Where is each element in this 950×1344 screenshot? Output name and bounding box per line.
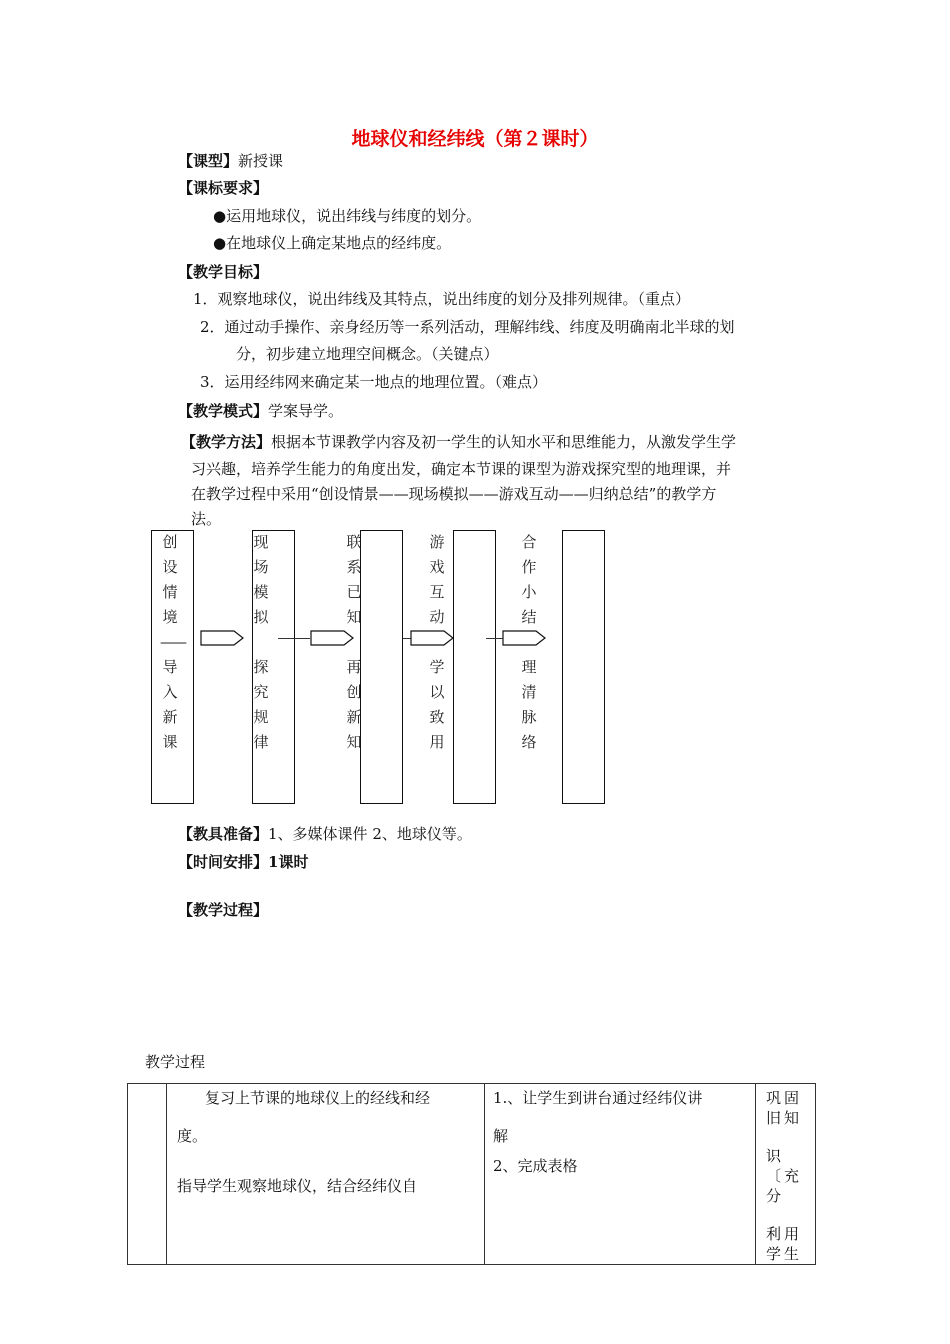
flow-step-3-top: 联 系 已 知 xyxy=(346,533,362,626)
objective-item-2-line-2: 分，初步建立地理空间概念。（关键点） xyxy=(236,345,499,363)
flow-box-3 xyxy=(360,530,403,804)
table-cell-index xyxy=(128,1084,167,1265)
flow-step-4-bottom: 学 以 致 用 xyxy=(429,658,445,751)
objective-item-3: 3．运用经纬网来确定某一地点的地理位置。（难点） xyxy=(200,373,548,391)
flow-arrow-icon-3 xyxy=(410,630,455,646)
table-cell-activity: 1.、让学生到讲台通过经纬仪讲 解 2、完成表格 xyxy=(485,1084,756,1265)
method-line-4: 法。 xyxy=(191,510,222,528)
flow-arrow-icon-4 xyxy=(502,630,547,646)
table-cell-content: 复习上节课的地球仪上的经线和经 度。 指导学生观察地球仪，结合经纬仪自 xyxy=(167,1084,485,1265)
mode-value: 学案导学。 xyxy=(268,402,344,420)
table-cell-intent: 巩固旧知 识〔充分 利用学生 xyxy=(756,1084,816,1265)
objective-item-2-line-1: 2．通过动手操作、亲身经历等一系列活动，理解纬线、纬度及明确南北半球的划 xyxy=(200,318,735,336)
flow-connector-2 xyxy=(278,638,310,639)
page-title: 地球仪和经纬线（第２课时） xyxy=(351,128,599,150)
flow-step-5-top: 合 作 小 结 xyxy=(521,533,537,626)
flow-step-5-bottom: 理 清 脉 络 xyxy=(521,658,537,751)
process-table xyxy=(127,1083,816,1265)
process-heading: 【教学过程】 xyxy=(178,901,269,919)
table-row xyxy=(128,1084,816,1265)
lesson-type-value: 新授课 xyxy=(238,152,284,170)
mode-label: 【教学模式】 xyxy=(178,402,269,420)
method-line-3: 在教学过程中采用“创设情景——现场模拟——游戏互动——归纳总结”的教学方 xyxy=(191,485,717,503)
flow-box-5 xyxy=(562,530,605,804)
flow-step-1-top: 创 设 情 境 —— xyxy=(160,533,184,651)
tools-row xyxy=(178,824,472,844)
time-row xyxy=(178,852,308,872)
method-line-2: 习兴趣，培养学生能力的角度出发，确定本节课的课型为游戏探究型的地理课，并 xyxy=(191,460,732,478)
objectives-label: 【教学目标】 xyxy=(178,263,269,281)
process-caption: 教学过程 xyxy=(145,1053,206,1071)
flow-step-2-bottom: 探 究 规 律 xyxy=(253,658,269,751)
requirements-label: 【课标要求】 xyxy=(178,179,269,197)
tools-label: 【教具准备】 xyxy=(178,825,269,843)
requirement-item-2: ●在地球仪上确定某地点的经纬度。 xyxy=(213,234,452,252)
flow-step-2-top: 现 场 模 拟 xyxy=(253,533,269,626)
lesson-type-row xyxy=(178,151,283,171)
objective-item-1: 1．观察地球仪，说出纬线及其特点，说出纬度的划分及排列规律。（重点） xyxy=(193,290,691,308)
flow-arrow-icon-1 xyxy=(200,630,245,646)
method-line-1: 【教学方法】根据本节课教学内容及初一学生的认知水平和思维能力，从激发学生学 xyxy=(181,433,737,451)
flow-box-4 xyxy=(453,530,496,804)
time-value: 1课时 xyxy=(268,853,309,871)
flow-arrow-icon-2 xyxy=(310,630,355,646)
flow-step-1-bottom: 导 入 新 课 xyxy=(162,658,178,751)
flow-connector-4 xyxy=(486,638,503,639)
time-label: 【时间安排】 xyxy=(178,853,269,871)
flow-step-3-bottom: 再 创 新 知 xyxy=(346,658,362,751)
method-label: 【教学方法】 xyxy=(181,433,272,451)
flow-step-4-top: 游 戏 互 动 xyxy=(429,533,445,626)
lesson-type-label: 【课型】 xyxy=(178,152,239,170)
tools-value: 1、多媒体课件 2、地球仪等。 xyxy=(268,825,472,843)
mode-row xyxy=(178,401,343,421)
requirement-item-1: ●运用地球仪，说出纬线与纬度的划分。 xyxy=(213,207,482,225)
